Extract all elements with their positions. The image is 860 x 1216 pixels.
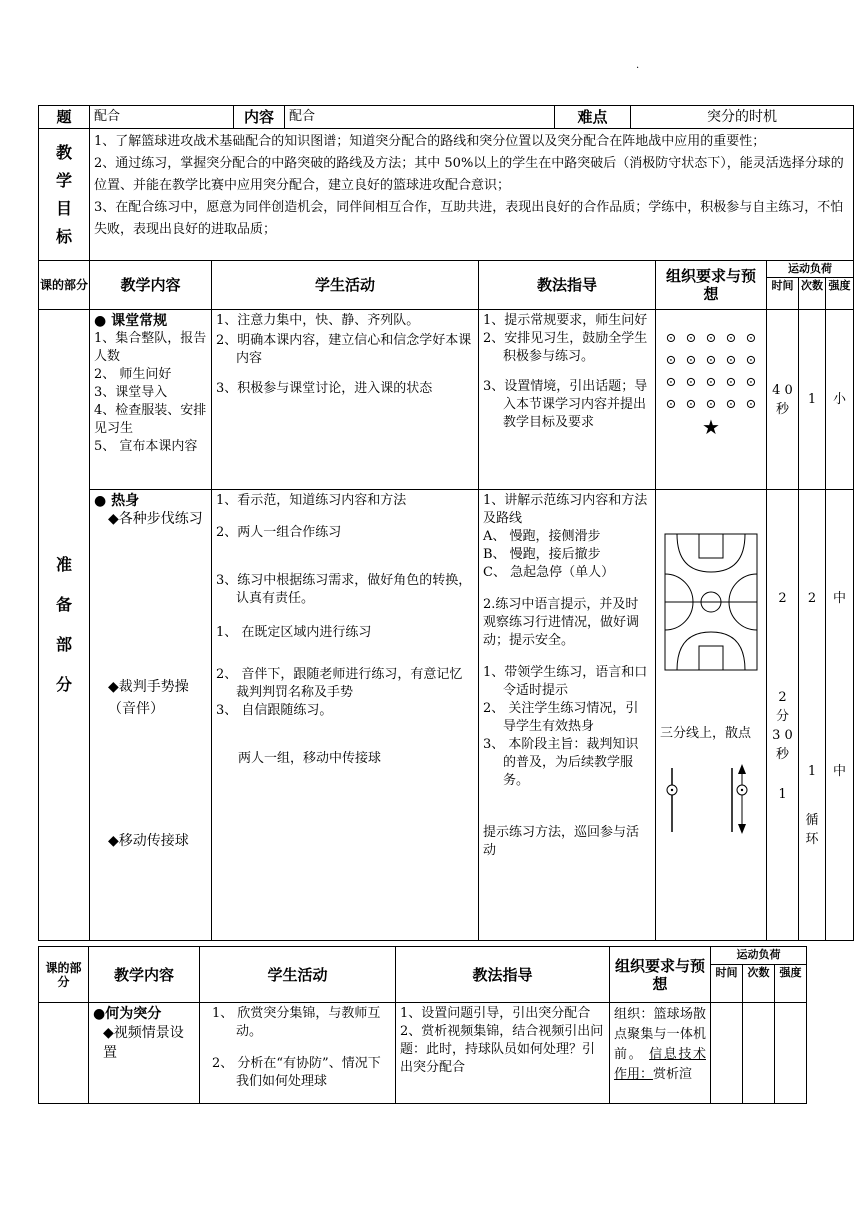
neirong-label: 内容 [234, 106, 285, 129]
student-position-icon: ⊙ [725, 375, 737, 390]
warmup-organization [656, 490, 767, 941]
student-position-icon: ⊙ [665, 397, 677, 412]
part2-content: ●何为突分 ◆视频情景设置 [89, 1003, 200, 1104]
goals-label: 教 学 目 标 [39, 129, 90, 261]
col-content: 教学内容 [90, 261, 212, 310]
corner-mark: . [636, 60, 640, 71]
part2-org: 组织：篮球场散点聚集与一体机前。 信息技术作用：赏析渲 [610, 1003, 711, 1104]
prep-part-label: 准 备 部 分 [39, 310, 90, 941]
student-position-icon: ⊙ [705, 353, 717, 368]
warmup-org-text: 三分线上，散点 [660, 726, 752, 741]
student-position-icon: ⊙ [665, 353, 677, 368]
student-position-icon: ⊙ [745, 375, 757, 390]
teacher-star-icon: ★ [702, 415, 720, 439]
col-student: 学生活动 [212, 261, 479, 310]
routine-student: 1、注意力集中，快、静、齐列队。 2、明确本课内容，建立信心和信念学好本课内容 3、积极参与课堂讨论，进入课的状态 [212, 310, 479, 490]
warmup-content: ● 热身 ◆各种步伐练习 ◆裁判手势操（音伴） ◆移动传接球 [90, 490, 212, 941]
col-count: 次数 [799, 278, 826, 310]
col-method-2: 教法指导 [396, 947, 610, 1003]
neirong-value: 配合 [285, 106, 555, 129]
warmup-title: ● 热身 [94, 493, 140, 509]
goal-item: 1、了解篮球进攻战术基础配合的知识图谱；知道突分配合的路线和突分位置以及突分配合在阵地战中应用的重要性； [94, 134, 766, 149]
part2-label [39, 1003, 89, 1104]
part2-intensity [775, 1003, 807, 1104]
goals-content [90, 129, 854, 261]
student-position-icon: ⊙ [685, 331, 697, 346]
col-load: 运动负荷 [767, 261, 854, 278]
ti-value: 配合 [90, 106, 234, 129]
col-org: 组织要求与预想 [656, 261, 767, 310]
student-position-icon: ⊙ [665, 331, 677, 346]
part2-student: 1、 欣赏突分集锦，与教师互动。 2、 分析在“有协防”、情况下我们如何处理球 [200, 1003, 396, 1104]
info-tech-label: 信息技术作用： [614, 1047, 706, 1082]
part2-time [711, 1003, 743, 1104]
routine-time: 4 0 秒 [767, 310, 799, 490]
student-position-icon: ⊙ [745, 397, 757, 412]
col-time-2: 时间 [711, 965, 743, 1003]
col-intensity-2: 强度 [775, 965, 807, 1003]
passing-drill-diagram [656, 760, 766, 840]
col-load-2: 运动负荷 [711, 947, 807, 965]
col-part-2: 课的部分 [39, 947, 89, 1003]
routine-count: 1 [799, 310, 826, 490]
part2-content-title: ●何为突分 [93, 1006, 162, 1022]
warmup-student: 1、看示范，知道练习内容和方法 2、两人一组合作练习 3、练习中根据练习需求，做好角色的转换，认真有责任。 1、 在既定区域内进行练习 2、 音伴下，跟随老师进行练习，有意记忆裁判判罚名称及手势 3、 自信跟随练习。 两人一组，移动中传接球 [212, 490, 479, 941]
ti-label: 题 [39, 106, 90, 129]
routine-intensity: 小 [826, 310, 854, 490]
goal-item: 3、在配合练习中，愿意为同伴创造机会，同伴间相互合作，互助共进，表现出良好的合作品质；学练中，积极参与自主练习，不怕失败，表现出良好的进取品质； [94, 200, 844, 237]
warmup-time: 2 2 分 3 0 秒 1 [767, 490, 799, 941]
student-position-icon: ⊙ [705, 397, 717, 412]
part2-count [743, 1003, 775, 1104]
basketball-court-diagram [663, 532, 759, 672]
student-position-icon: ⊙ [685, 397, 697, 412]
warmup-method: 1、讲解示范练习内容和方法及路线 A、 慢跑，接侧滑步 B、 慢跑，接后撤步 C、 急起急停（单人） 2.练习中语言提示，并及时观察练习行进情况，做好调动；提示安全。 1、带领学生练习，语言和口令适时提示 2、 关注学生练习情况，引导学生有效热身 3、 本阶段主旨：裁判知识的普及，为后续教学服务。 提示练习方法，巡回参与活动 [479, 490, 656, 941]
routine-formation [656, 310, 767, 490]
goal-item: 2、通过练习，掌握突分配合的中路突破的路线及方法；其中 50%以上的学生在中路突破后（消极防守状态下），能灵活选择分球的位置、并能在教学比赛中应用突分配合，建立良好的篮球进攻配合意识； [94, 156, 844, 193]
student-position-icon: ⊙ [685, 353, 697, 368]
nandian-value: 突分的时机 [631, 106, 854, 129]
routine-title: ● 课堂常规 [94, 313, 168, 329]
col-method: 教法指导 [479, 261, 656, 310]
lesson-plan-table [38, 105, 854, 941]
student-position-icon: ⊙ [685, 375, 697, 390]
col-intensity: 强度 [826, 278, 854, 310]
warmup-count: 2 1 循 环 [799, 490, 826, 941]
student-position-icon: ⊙ [725, 353, 737, 368]
student-position-icon: ⊙ [745, 331, 757, 346]
student-position-icon: ⊙ [665, 375, 677, 390]
routine-content: ● 课堂常规 1、集合整队，报告人数 2、 师生问好 3、课堂导入 4、检查服装、安排见习生 5、 宣布本课内容 [90, 310, 212, 490]
col-time: 时间 [767, 278, 799, 310]
routine-method: 1、提示常规要求，师生问好 2、安排见习生，鼓励全学生积极参与练习。 3、设置情境，引出话题；导入本节课学习内容并提出教学目标及要求 [479, 310, 656, 490]
student-position-icon: ⊙ [725, 331, 737, 346]
col-count-2: 次数 [743, 965, 775, 1003]
lesson-plan-table-2 [38, 946, 807, 1104]
student-position-icon: ⊙ [745, 353, 757, 368]
col-org-2: 组织要求与预想 [610, 947, 711, 1003]
part2-method: 1、设置问题引导，引出突分配合 2、赏析视频集锦，结合视频引出问题：此时，持球队员如何处理？引出突分配合 [396, 1003, 610, 1104]
student-position-icon: ⊙ [725, 397, 737, 412]
col-content-2: 教学内容 [89, 947, 200, 1003]
student-position-icon: ⊙ [705, 331, 717, 346]
warmup-intensity: 中 中 [826, 490, 854, 941]
nandian-label: 难点 [555, 106, 631, 129]
col-student-2: 学生活动 [200, 947, 396, 1003]
student-position-icon: ⊙ [705, 375, 717, 390]
col-part: 课的部分 [39, 261, 90, 310]
